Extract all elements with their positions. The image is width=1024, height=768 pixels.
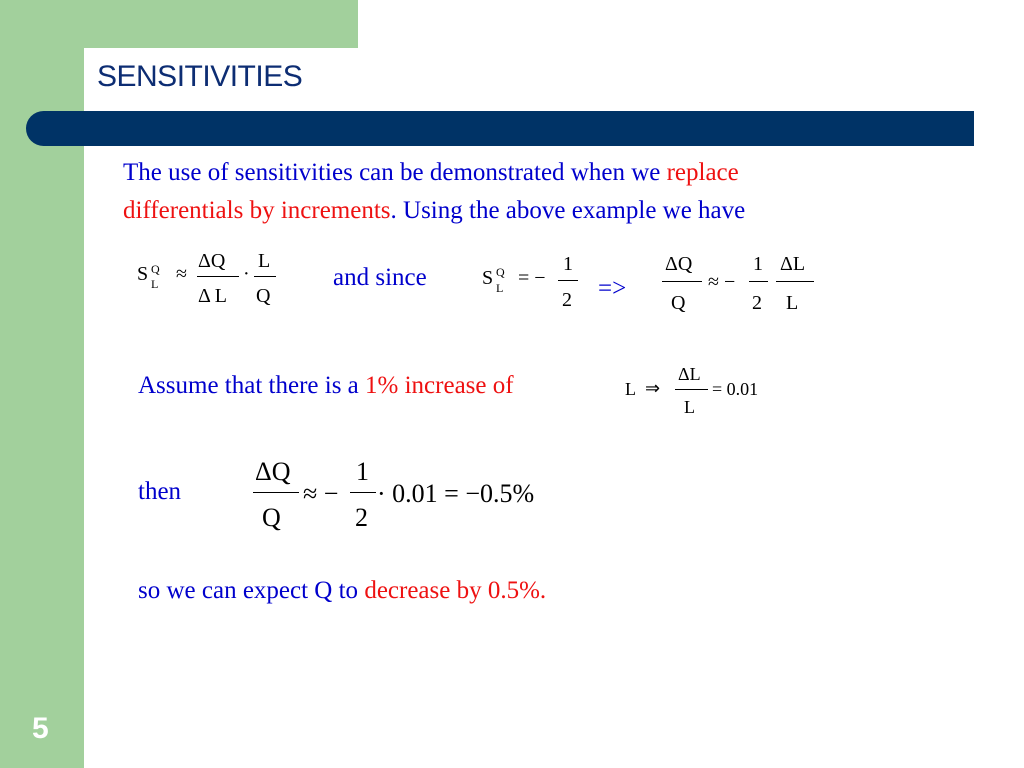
paragraph-line-1-text: The use of sensitivities can be demonstrated when we <box>123 159 667 186</box>
eq3-num2: 1 <box>753 253 763 275</box>
assume-line <box>138 373 514 398</box>
eq3-den2: 2 <box>752 292 762 314</box>
eq4-L: L <box>625 379 636 399</box>
paragraph-line-2 <box>123 198 745 223</box>
eq1-den1: Δ L <box>198 285 227 307</box>
eq2-den: 2 <box>562 289 572 311</box>
eq3-fraction-bar-2 <box>749 281 768 282</box>
eq1-subscript: L <box>151 277 159 291</box>
eq3-fraction-bar-3 <box>776 281 814 282</box>
eq2-S: S <box>482 267 494 289</box>
eq4-fraction-bar <box>675 389 708 390</box>
title-underline-bar <box>26 111 974 146</box>
replace-emphasis: replace <box>666 159 739 186</box>
eq1-num2: L <box>258 250 271 272</box>
eq5-den1: Q <box>262 503 281 532</box>
eq1-S: S <box>137 263 149 285</box>
and-since-text: and since <box>333 264 427 291</box>
eq4-rhs: = 0.01 <box>712 379 759 399</box>
paragraph-line-1 <box>123 160 739 185</box>
top-green-bar <box>0 0 358 48</box>
eq2-relation: = − <box>518 267 546 289</box>
eq2-num: 1 <box>563 253 573 275</box>
eq5-fraction-bar-2 <box>350 492 376 493</box>
eq5-num1: ΔQ <box>255 457 291 486</box>
paragraph-line-2-text: . Using the above example we have <box>390 197 746 224</box>
decrease-emphasis: decrease by 0.5%. <box>364 577 547 604</box>
eq1-fraction-bar-2 <box>254 276 276 277</box>
eq4-num: ΔL <box>678 364 701 384</box>
slide-number: 5 <box>32 712 49 745</box>
eq5-fraction-bar-1 <box>253 492 299 493</box>
conclusion-line <box>138 578 546 603</box>
eq5-rhs: · 0.01 = −0.5% <box>377 479 535 508</box>
eq3-den1: Q <box>671 292 686 314</box>
one-percent-emphasis: 1% <box>365 372 399 399</box>
eq4-implies: ⇒ <box>645 378 661 398</box>
implies-arrow: => <box>598 275 627 302</box>
eq3-num1: ΔQ <box>665 253 693 275</box>
eq3-den3: L <box>786 292 799 314</box>
eq5-relation: ≈ − <box>303 479 339 508</box>
conclusion-text: so we can expect Q to <box>138 577 365 604</box>
eq1-den2: Q <box>256 285 271 307</box>
eq5-num2: 1 <box>356 457 369 486</box>
eq3-num3: ΔL <box>780 253 806 275</box>
slide-title: SENSITIVITIES <box>97 60 303 93</box>
then-text: then <box>138 478 182 505</box>
assume-text: Assume that there is a <box>138 372 366 399</box>
eq1-num1: ΔQ <box>198 250 226 272</box>
eq1-fraction-bar-1 <box>197 276 239 277</box>
eq2-subscript: L <box>496 281 504 295</box>
eq1-approx: ≈ <box>176 263 187 285</box>
eq1-dot: · <box>243 263 250 285</box>
eq4-den: L <box>684 397 695 417</box>
content-panel <box>84 48 1024 768</box>
eq1-superscript: Q <box>151 262 160 276</box>
increments-emphasis: differentials by increments <box>123 197 391 224</box>
eq2-fraction-bar <box>558 280 578 281</box>
eq5-den2: 2 <box>355 503 368 532</box>
increase-of-emphasis: increase of <box>398 372 514 399</box>
eq2-superscript: Q <box>496 265 505 279</box>
eq3-relation: ≈ − <box>708 271 736 293</box>
eq3-fraction-bar-1 <box>662 281 702 282</box>
